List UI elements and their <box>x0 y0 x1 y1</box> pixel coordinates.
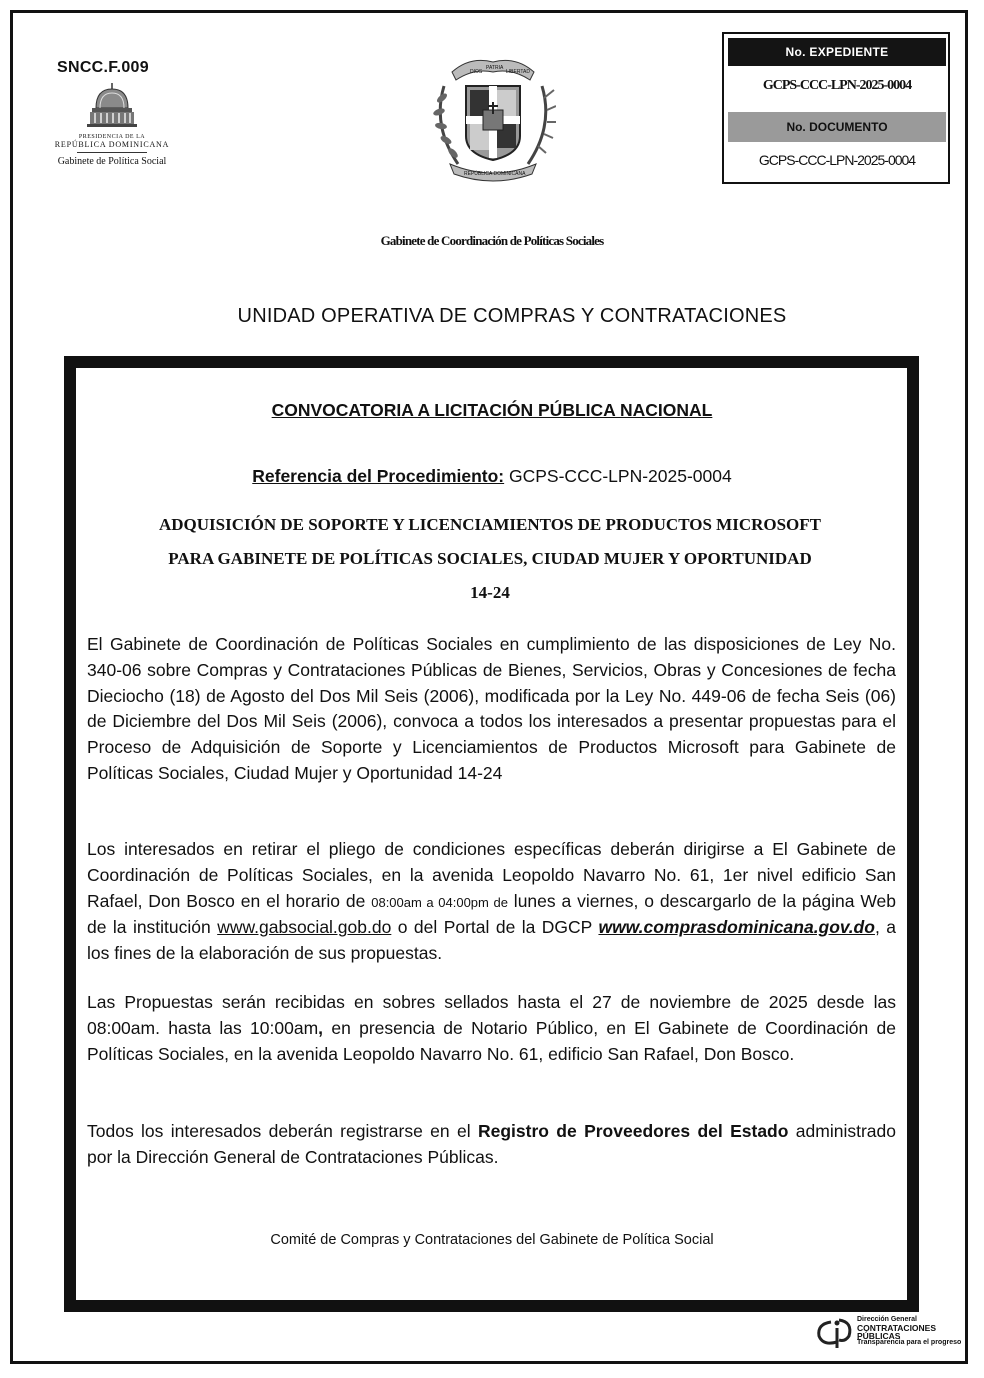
paragraph-legal-basis: El Gabinete de Coordinación de Políticas Sociales en cumplimiento de las disposiciones de Ley No. 340-06 sobre Compras y Contrataciones Públicas de Bienes, Servicios, Obras y Concesiones de fecha Dieciocho (18) de Agosto del Dos Mil Seis (2006), modificada por la Ley No. 449-06 de fecha Seis (06) de Diciembre del Dos Mil Seis (2006), convoca a todos los interesados a presentar propuestas para el Proceso de Adquisición de Soporte y Licenciamientos de Productos Microsoft para Gabinete de Políticas Sociales, Ciudad Mujer y Oportunidad 14-24 <box>87 634 896 783</box>
p3-comma: , <box>318 1017 324 1038</box>
p2-text-1: Los interesados en retirar el pliego de condiciones específicas deberán dirigirse a El Gabinete de Coordinación de Políticas Sociales, en la avenida Leopoldo Navarro No. 61, 1er nivel edificio San Rafael, Don Bosco en el horario de <box>87 839 896 911</box>
coat-of-arms-icon <box>430 56 556 184</box>
expediente-value: GCPS-CCC-LPN-2025-0004 <box>762 78 912 93</box>
unit-name: UNIDAD OPERATIVA DE COMPRAS Y CONTRATACIONES <box>237 305 787 327</box>
paragraph-reception <box>87 990 896 1067</box>
presidency-line3: Gabinete de Política Social <box>57 156 167 167</box>
supplier-registry: Registro de Proveedores del Estado <box>477 1121 789 1141</box>
committee-signature: Comité de Compras y Contrataciones del Gabinete de Política Social <box>270 1232 714 1248</box>
presidency-logo <box>50 82 174 167</box>
p3-text-2: en presencia de Notario Público, en El Gabinete de Coordinación de Políticas Sociales, en la avenida Leopoldo Navarro No. 61, edificio San Rafael, Don Bosco. <box>87 1017 896 1064</box>
procurement-object <box>90 508 890 610</box>
object-line-1: ADQUISICIÓN DE SOPORTE Y LICENCIAMIENTOS DE PRODUCTOS MICROSOFT <box>158 515 822 534</box>
reference-value: GCPS-CCC-LPN-2025-0004 <box>504 466 732 486</box>
logo-divider <box>77 152 147 153</box>
crest-ribbon-word1: DIOS <box>470 69 483 75</box>
presidency-line1: PRESIDENCIA DE LA <box>78 134 146 140</box>
gabsocial-link[interactable]: www.gabsocial.gob.do <box>217 917 392 938</box>
p4-text-1: Todos los interesados deberán registrarse en el <box>87 1121 478 1141</box>
paragraph-pickup-conditions <box>87 837 896 967</box>
object-line-3: 14-24 <box>470 583 510 602</box>
p2-text-3: lunes a viernes, o descargarlo de la página Web de la institución <box>87 890 897 938</box>
expediente-box <box>722 32 950 184</box>
presidency-line2: REPÚBLICA DOMINICANA <box>54 140 170 149</box>
documento-label: No. DOCUMENTO <box>728 112 946 142</box>
dgcp-line3: PÚBLICAS <box>857 1330 901 1341</box>
dgcp-line4: Transparencia para el progreso <box>857 1338 962 1346</box>
office-hours: 08:00am a 04:00pm <box>371 894 489 910</box>
compras-dominicana-link[interactable]: www.comprasdominicana.gov.do <box>598 917 875 938</box>
procedure-reference <box>0 466 984 487</box>
p2-text-5: , a los fines de la elaboración de sus propuestas. <box>87 917 896 964</box>
documento-value: GCPS-CCC-LPN-2025-0004 <box>758 152 916 168</box>
p2-text-2: de <box>488 894 508 910</box>
object-line-2: PARA GABINETE DE POLÍTICAS SOCIALES, CIUDAD MUJER Y OPORTUNIDAD <box>168 549 812 568</box>
capitol-dome-icon <box>82 82 142 128</box>
p3-text-1: Las Propuestas serán recibidas en sobres sellados hasta el 27 de noviembre de 2025 desde las 08:00am. hasta las 10:00am <box>87 992 896 1038</box>
dgcp-logo-text <box>857 1317 961 1346</box>
crest-ribbon-word3: LIBERTAD <box>506 69 530 75</box>
crest-ribbon-bottom: REPÚBLICA DOMINICANA <box>464 171 526 177</box>
paragraph-registration <box>87 1119 896 1171</box>
expediente-label: No. EXPEDIENTE <box>728 38 946 66</box>
reference-label: Referencia del Procedimiento: <box>252 466 505 486</box>
agency-name: Gabinete de Coordinación de Políticas Sociales <box>380 233 604 248</box>
p4-text-2: administrado por la Dirección General de Contrataciones Públicas. <box>87 1121 896 1167</box>
dgcp-line2: CONTRATACIONES <box>857 1322 937 1333</box>
notice-title: CONVOCATORIA A LICITACIÓN PÚBLICA NACIONAL <box>271 400 713 420</box>
form-code: SNCC.F.009 <box>57 59 149 76</box>
p2-text-4: o del Portal de la DGCP <box>391 917 599 938</box>
dgcp-line1: Dirección General <box>857 1316 917 1323</box>
crest-ribbon-word2: PATRIA <box>486 65 504 71</box>
